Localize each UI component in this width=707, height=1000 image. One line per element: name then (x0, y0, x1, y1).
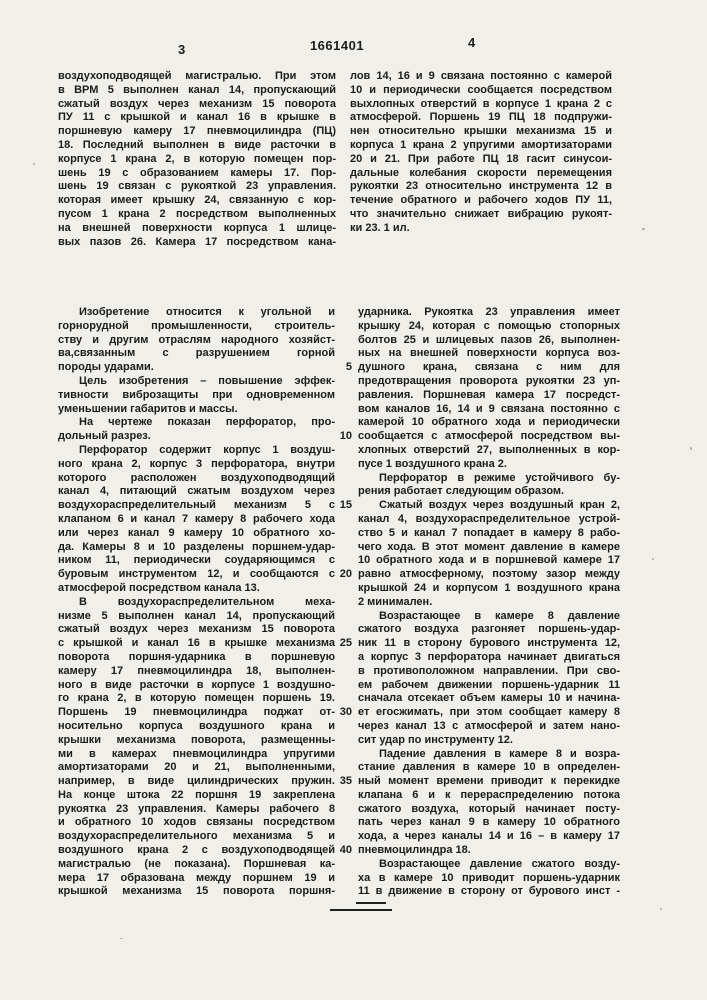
paragraph (350, 70, 612, 236)
gutter-line-number: 15 (339, 499, 352, 512)
text-line: воздухоподводящей магистралью. При этом (58, 70, 336, 82)
text-line: тивности виброзащиты при одновременном (58, 388, 335, 401)
text-line: которого расположен воздухоподводящий (58, 471, 335, 484)
text-line: чего хода. В этот момент давление в камере (358, 540, 620, 553)
text-line: сит удар по инструменту 12. (358, 733, 513, 746)
text-line: в ВРМ 5 выполнен канал 14, пропускающий (58, 83, 336, 96)
text-line: нен относительно крышки механизма 15 и (350, 125, 612, 138)
text-line: Поршень 19 пневмоцилиндра поджат от- (58, 706, 335, 719)
text-line: предотвращения проворота рукоятки 23 уп- (358, 374, 620, 387)
paragraph (358, 499, 620, 609)
text-line: сжатый воздух через механизм 15 поворота (58, 623, 335, 636)
text-line: вом каналов 16, 14 и 9 связана постоянно с (358, 402, 620, 415)
text-line: равления. Поршневая камера 17 посредст- (358, 388, 620, 401)
text-line: стание давления в камере 10 в определен- (358, 761, 620, 774)
gutter-line-number: 5 (345, 361, 352, 374)
text-line: да. Камеры 8 и 10 разделены поршнем-удар- (58, 540, 335, 553)
scan-speck (652, 558, 654, 560)
description-left-column (58, 306, 335, 899)
gutter-line-number: 20 (339, 568, 352, 581)
text-line: ва,связанным с разрушением горной (58, 347, 335, 360)
text-line: ного крана 2, корпус 3 перфоратора, внутри (58, 457, 335, 470)
text-line: и обратного 10 ходов связаны посредством (58, 816, 335, 829)
text-line: ем рабочем движении поршень-ударник 11 (358, 678, 620, 691)
text-line: носительно корпуса воздушного крана и (58, 719, 335, 732)
text-line: ных на внешней поверхности корпуса воз- (358, 347, 620, 360)
text-line: камерой 10 обратного хода и периодически (358, 416, 620, 429)
text-line: 10 и периодически сообщается посредством (350, 83, 612, 96)
paragraph (58, 70, 336, 249)
text-line: магистралью (не показана). Поршневая ка- (58, 857, 335, 870)
text-line: атмосферой. Поршень 19 ПЦ 18 подпружи- (350, 111, 612, 124)
text-line: Изобретение относится к угольной и (79, 306, 335, 318)
left-page-number: 3 (178, 42, 186, 57)
paragraph (358, 858, 620, 899)
text-line: шень 19 с образованием камеры 17. Пор- (58, 166, 336, 179)
gutter-line-number: 35 (339, 775, 352, 788)
text-line: поршневую камеру 17 пневмоцилиндра (ПЦ) (58, 125, 336, 138)
scan-speck (120, 938, 123, 939)
scan-speck (660, 908, 662, 910)
text-line: ПУ 11 с крышкой и канал 16 в крышке в (58, 111, 336, 124)
text-line: клапана 6 и к перераспределению потока (358, 788, 620, 801)
abstract-right-column (350, 70, 612, 236)
text-line: ного в виде расточки в корпусе 1 воздушно- (58, 678, 335, 691)
text-line: корпусе 1 крана 2, в которую помещен пор- (58, 152, 336, 165)
text-line: ха в камере 10 приводит поршень-ударник (358, 871, 620, 884)
text-line: воздушного крана 2 с воздухоподводящей (58, 844, 335, 857)
paragraph (358, 472, 620, 500)
paragraph (358, 306, 620, 472)
text-line: ник 11 в сторону бурового инструмента 12, (358, 637, 620, 650)
text-line: рения работает следующим образом. (358, 485, 565, 498)
text-line: породы ударами. (58, 361, 154, 374)
line-number-gutter (326, 306, 352, 926)
text-line: Сжатый воздух через воздушный кран 2, (379, 499, 620, 512)
text-line: выхлопных отверстий в корпусе 1 крана 2 с (350, 97, 612, 110)
patent-number: 1661401 (309, 38, 365, 53)
abstract-left-column (58, 70, 336, 249)
text-line: 11 в движение в сторону от бурового инст - (358, 885, 620, 898)
text-line: через канал 13 с атмосферой и затем нано- (358, 719, 620, 732)
gutter-line-number: 30 (339, 706, 352, 719)
text-line: пусе 1 воздушного крана 2. (358, 457, 507, 470)
text-line: болтов 25 и шлицевых пазов 26, выполнен- (358, 333, 620, 346)
gutter-line-number: 10 (339, 430, 352, 443)
paragraph (58, 596, 335, 900)
text-line: поворота поршня-ударника в поршневую (58, 650, 335, 663)
text-line: или через канал 9 камеру 10 обратного хо- (58, 526, 335, 539)
text-line: ет егосжимать, при этом сообщает камеру 8 (358, 706, 620, 719)
text-line: пать через канал 9 в камеру 10 обратного (358, 816, 620, 829)
paragraph (58, 444, 335, 596)
text-line: которая имеет крышку 24, связанную с кор- (58, 194, 336, 207)
text-line: ству и другим отраслям народного хозяйст- (58, 333, 335, 346)
text-line: пусом 1 крана 2 посредством выполненных (58, 207, 336, 220)
text-line: рукоятки 23 относительно инструмента 12 в (350, 180, 612, 193)
text-line: рукоятка 23 управления. Камеры рабочего 8 (58, 802, 335, 815)
text-line: дальные колебания скорости перемещения (350, 166, 612, 179)
text-line: пневмоцилиндра 18. (358, 844, 471, 857)
text-line: уменьшении габаритов и массы. (58, 402, 238, 415)
text-line: сообщается с атмосферой посредством вы- (358, 430, 620, 443)
text-line: низме 5 выполнен канал 14, пропускающий (58, 609, 335, 622)
text-line: воздухораспределительный механизм 5 с (58, 499, 335, 512)
text-line: На чертеже показан перфоратор, про- (79, 416, 335, 429)
text-line: канал 4, питающий сжатым воздухом через (58, 485, 335, 498)
paragraph (58, 416, 335, 444)
text-line: Перфоратор содержит корпус 1 воздуш- (79, 443, 335, 456)
text-line: буровым инструментом 12, и сообщаются с (58, 568, 335, 581)
text-line: дольный разрез. (58, 430, 151, 443)
text-line: ство 5 и канал 7 попадает в камеру 8 рабо- (358, 526, 620, 539)
text-line: Возрастающее в камере 8 давление (379, 609, 620, 622)
text-line: канал 4, воздухораспределительное устрой- (358, 512, 620, 525)
text-line: В воздухораспределительном меха- (79, 595, 335, 608)
text-line: Падение давления в камере 8 и возра- (379, 747, 620, 760)
text-line: шень 19 связан с рукояткой 23 управления. (58, 180, 336, 193)
text-line: в противоположном направлении. При сво- (358, 664, 620, 677)
text-line: сжатого воздуха, который начинает посту- (358, 802, 620, 815)
text-line: хода, а через каналы 14 и 16 – в камеру 17 (358, 830, 620, 843)
text-line: корпуса 1 крана 2 упругими амортизаторами (350, 138, 612, 151)
text-line: например, в виде цилиндрических пружин. (58, 775, 335, 788)
scan-speck (33, 163, 35, 165)
description-right-column (358, 306, 620, 899)
scan-speck (690, 447, 692, 450)
paragraph (358, 610, 620, 748)
text-line: крышкой 24 и корпусом 1 воздушного крана (358, 581, 620, 594)
scan-speck (642, 228, 645, 230)
text-line: течение обратного и рабочего ходов ПУ 11, (350, 194, 612, 207)
text-line: камеру 17 пневмоцилиндра 18, выполнен- (58, 664, 335, 677)
text-line: вых пазов 26. Камера 17 посредством кана- (58, 235, 336, 248)
text-line: сжатого воздуха разгоняет поршень-удар- (358, 623, 620, 636)
paragraph (58, 375, 335, 416)
paragraph (58, 306, 335, 375)
gutter-line-number: 25 (339, 637, 352, 650)
text-line: крышки механизма поворота, размещенны- (58, 733, 335, 746)
text-line: ми в камерах пневмоцилиндра упругими (58, 747, 335, 760)
text-line: хлопных отверстий 27, выполненных в кор- (358, 443, 620, 456)
text-line: 2 минимален. (358, 595, 433, 608)
text-line: ником 11, периодически соударяющимся с (58, 554, 335, 567)
text-line: ударника. Рукоятка 23 управления имеет (358, 306, 620, 318)
paragraph (358, 748, 620, 858)
text-line: 10 обратного хода и в поршневой камере 17 (358, 554, 620, 567)
text-line: воздухораспределительного механизма 5 и (58, 830, 335, 843)
text-line: 20 и 21. При работе ПЦ 18 гасит синусои- (350, 152, 612, 165)
text-line: а корпус 3 перфоратора начинает двигаться (358, 650, 620, 663)
text-line: го крана 2, в которую помещен поршень 19. (58, 692, 335, 705)
text-line: Перфоратор в режиме устойчивого бу- (379, 471, 620, 484)
text-line: сначала отсекает объем камеры 10 и начина- (358, 692, 620, 705)
text-line: равно атмосферному, поэтому зазор между (358, 568, 620, 581)
text-line: крышкой механизма 15 поворота поршня- (58, 885, 335, 898)
text-line: сжатый воздух через механизм 15 поворота (58, 97, 336, 110)
text-line: клапаном 6 и канал 7 камеру 8 рабочего хода (58, 512, 335, 525)
text-line: горнорудной промышленности, строитель- (58, 319, 335, 332)
text-line: на внешней поверхности корпуса 1 шлице- (58, 221, 336, 234)
continuation-mark-right (356, 902, 386, 904)
text-line: 18. Последний выполнен в виде расточки в (58, 138, 336, 151)
text-line: Возрастающее давление сжатого возду- (379, 857, 620, 870)
text-line: лов 14, 16 и 9 связана постоянно с камерой (350, 70, 612, 82)
right-page-number: 4 (468, 35, 476, 50)
text-line: Цель изобретения – повышение эффек- (79, 374, 335, 387)
text-line: мера 17 образована между поршнем 19 и (58, 871, 335, 884)
text-line: что значительно снижает вибрацию рукоят- (350, 207, 612, 220)
text-line: ки 23. 1 ил. (350, 221, 410, 234)
text-line: ный момент времени приводит к перекидке (358, 775, 620, 788)
text-line: с крышкой и канал 16 в крышке механизма (58, 637, 335, 650)
text-line: амортизаторами 20 и 21, выполненными, (58, 761, 335, 774)
text-line: атмосферой посредством канала 13. (58, 581, 260, 594)
gutter-line-number: 40 (339, 844, 352, 857)
continuation-mark-left (330, 909, 392, 911)
text-line: крышку 24, которая с помощью стопорных (358, 319, 620, 332)
text-line: На конце штока 22 поршня 19 закреплена (58, 788, 335, 801)
text-line: душного крана, связана с ним для (358, 361, 620, 374)
